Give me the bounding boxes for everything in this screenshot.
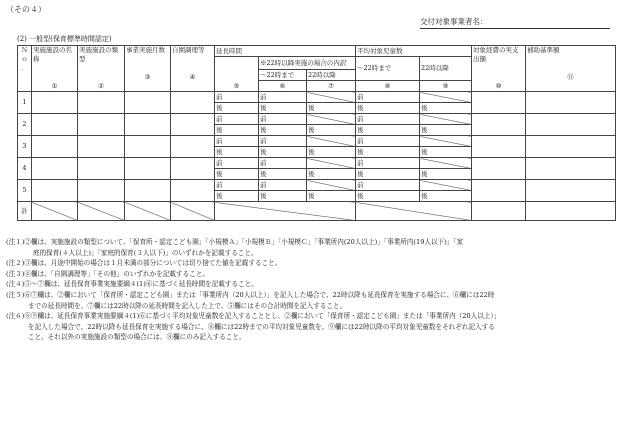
c8-header: ⑧ [356,81,420,92]
slashed-cell [307,136,356,147]
facility-name-cell[interactable] [32,92,78,114]
after-label: 後 [215,169,259,180]
slashed-cell [307,180,356,191]
before-label: 前 [215,114,259,125]
note-5-cont: までの延長時間を、⑦欄には22時以降の延長時間を記入した上で、⑤欄にはその合計時間を記入すること。 [28,301,347,310]
before-label: 前 [356,158,420,169]
note-6-cont: を記入した場合で、22時以降も延長保育を実施する場合に、⑧欄には22時までの平均対象児童数を、⑨欄には22時以降の平均対象児童数をそれぞれ記入する [28,322,495,331]
sub-note-header: ※22時以降実施の場合の内訳 [259,57,356,70]
business-months-header: 事業実施月数 ③ [125,46,171,92]
before-label: 前 [259,114,307,125]
after-label: 後 [259,169,307,180]
before-label: 前 [259,136,307,147]
subsidy-header: 対象経費の実支出額 ⑩ [472,46,526,92]
avg-after22-header: 22時以降 [420,57,472,81]
facility-type-cell[interactable] [78,114,125,136]
note-1-cont: 庭的保育(４人以上)」「家庭的保育(３人以下)」のいずれかを記載すること。 [33,248,258,257]
before-label: 前 [215,158,259,169]
c5-header: ⑤ [215,57,259,92]
slashed-cell [420,180,472,191]
after-label: 後 [420,125,472,136]
slashed-cell [307,92,356,103]
c9-header: ⑨ [420,81,472,92]
after-label: 後 [259,125,307,136]
months-cell[interactable] [125,92,171,114]
facility-type-cell[interactable] [78,180,125,202]
facility-name-cell[interactable] [32,158,78,180]
slashed-cell [125,202,171,221]
avg-children-header: 平均対象児童数 [356,46,472,57]
subsidy-cell[interactable] [472,180,526,202]
after-label: 後 [420,169,472,180]
total-label: 計 [18,202,32,221]
after-label: 後 [307,147,356,158]
after-label: 後 [356,169,420,180]
table-row [18,158,616,169]
before-label: 前 [259,158,307,169]
subsidy-cell[interactable] [472,136,526,158]
independent-cell[interactable] [171,158,215,180]
after-label: 後 [307,103,356,114]
independent-cell[interactable] [171,136,215,158]
facility-name-header: 実施施設の名称 ① [32,46,78,92]
note-1: (注１)②欄は、実施施設の類型について、「保育所・認定こども園」「小規模Ａ」「小規模Ｂ」「小規模Ｃ」「事業所内(20人以上)」「事業所内(19人以下)」「家 [6,238,464,246]
slashed-cell [420,158,472,169]
before-label: 前 [356,180,420,191]
after-label: 後 [420,147,472,158]
slashed-cell [307,114,356,125]
independent-cooking-header: 自園調理等 ④ [171,46,215,92]
before-label: 前 [356,92,420,103]
base-amount-cell[interactable] [526,180,616,202]
after-label: 後 [420,103,472,114]
base-amount-cell[interactable] [526,136,616,158]
table-row [18,92,616,103]
after-label: 後 [215,191,259,202]
after-label: 後 [307,191,356,202]
slashed-cell [356,202,472,221]
facility-name-cell[interactable] [32,180,78,202]
no-header: Ｎ ｏ ． [18,46,32,92]
after-label: 後 [307,169,356,180]
after-label: 後 [307,125,356,136]
avg-until22-header: ～22時まで [356,57,420,81]
total-row [18,202,616,221]
note-4: (注４)⑤～⑦欄は、延長保育事業実施要綱４(1)⑥に基づく延長時間を記載すること。 [6,280,258,289]
before-label: 前 [215,180,259,191]
facility-type-cell[interactable] [78,136,125,158]
row-number: 4 [18,158,32,180]
base-amount-cell[interactable] [526,114,616,136]
row-number: 2 [18,114,32,136]
table-row [18,114,616,125]
note-3: (注３)④欄は、「自園調理等」「その他」のいずれかを記載すること。 [6,269,209,278]
after-label: 後 [259,103,307,114]
c7-header: ⑦ [307,81,356,92]
facility-type-header: 実施施設の類型 ② [78,46,125,92]
before-label: 前 [259,180,307,191]
subsidy-cell[interactable] [472,158,526,180]
months-cell[interactable] [125,158,171,180]
base-amount-cell[interactable] [526,158,616,180]
ext-after22-header: 22時以降 [307,70,356,81]
facility-name-cell[interactable] [32,136,78,158]
independent-cell[interactable] [171,114,215,136]
before-label: 前 [215,92,259,103]
extension-childcare-table [17,45,616,221]
before-label: 前 [259,92,307,103]
after-label: 後 [215,147,259,158]
slashed-cell [420,92,472,103]
form-number-label: （その４） [6,5,46,14]
after-label: 後 [356,125,420,136]
subsidy-cell[interactable] [472,114,526,136]
before-label: 前 [356,136,420,147]
subsidy-cell[interactable] [472,92,526,114]
table-row [18,180,616,191]
slashed-cell [32,202,78,221]
total-base-amount-cell[interactable] [526,202,616,221]
slashed-cell [420,136,472,147]
base-amount-cell[interactable] [526,92,616,114]
section-title: (2) 一般型(保育標準時間認定) [17,35,112,43]
after-label: 後 [356,191,420,202]
after-label: 後 [259,191,307,202]
months-cell[interactable] [125,136,171,158]
extension-time-header: 延長時間 [215,46,356,57]
ext-until22-header: ～22時まで [259,70,307,81]
base-amount-header: 補助基準額 ⑪ [526,46,616,92]
independent-cell[interactable] [171,180,215,202]
table-row [18,136,616,147]
slashed-cell [215,202,356,221]
row-number: 5 [18,180,32,202]
slashed-cell [307,158,356,169]
after-label: 後 [259,147,307,158]
notes-section [6,237,624,343]
after-label: 後 [356,147,420,158]
facility-type-cell[interactable] [78,158,125,180]
c6-header: ⑥ [259,81,307,92]
note-6: (注６)⑧⑨欄は、延長保育事業実施要綱４(1)⑥に基づく平均対象児童数を記入することとし、②欄において「保育所・認定こども園」または「事業所内（20人以上）」 [6,312,501,321]
slashed-cell [420,114,472,125]
note-2: (注２)③欄は、月途中開始の場合は１月未満の部分については切り捨てた値を記載すること。 [6,259,282,268]
note-5: (注５)⑥⑦欄は、②欄において「保育所・認定こども園」または「事業所内（20人以上）」を記入した場合で、22時以降も延長保育を実施する場合に、⑥欄には22時 [6,290,495,299]
row-number: 3 [18,136,32,158]
operator-name-field[interactable]: 交付対象事業者名： [420,16,610,29]
before-label: 前 [356,114,420,125]
after-label: 後 [420,191,472,202]
slashed-cell [78,202,125,221]
facility-type-cell[interactable] [78,92,125,114]
independent-cell[interactable] [171,92,215,114]
row-number: 1 [18,92,32,114]
facility-name-cell[interactable] [32,114,78,136]
after-label: 後 [215,103,259,114]
months-cell[interactable] [125,114,171,136]
after-label: 後 [356,103,420,114]
total-subsidy-cell[interactable] [472,202,526,221]
after-label: 後 [215,125,259,136]
before-label: 前 [215,136,259,147]
slashed-cell [171,202,215,221]
months-cell[interactable] [125,180,171,202]
note-6-cont2: こと。それ以外の実施施設の類型の場合には、⑧欄にのみ記入すること。 [28,333,246,342]
